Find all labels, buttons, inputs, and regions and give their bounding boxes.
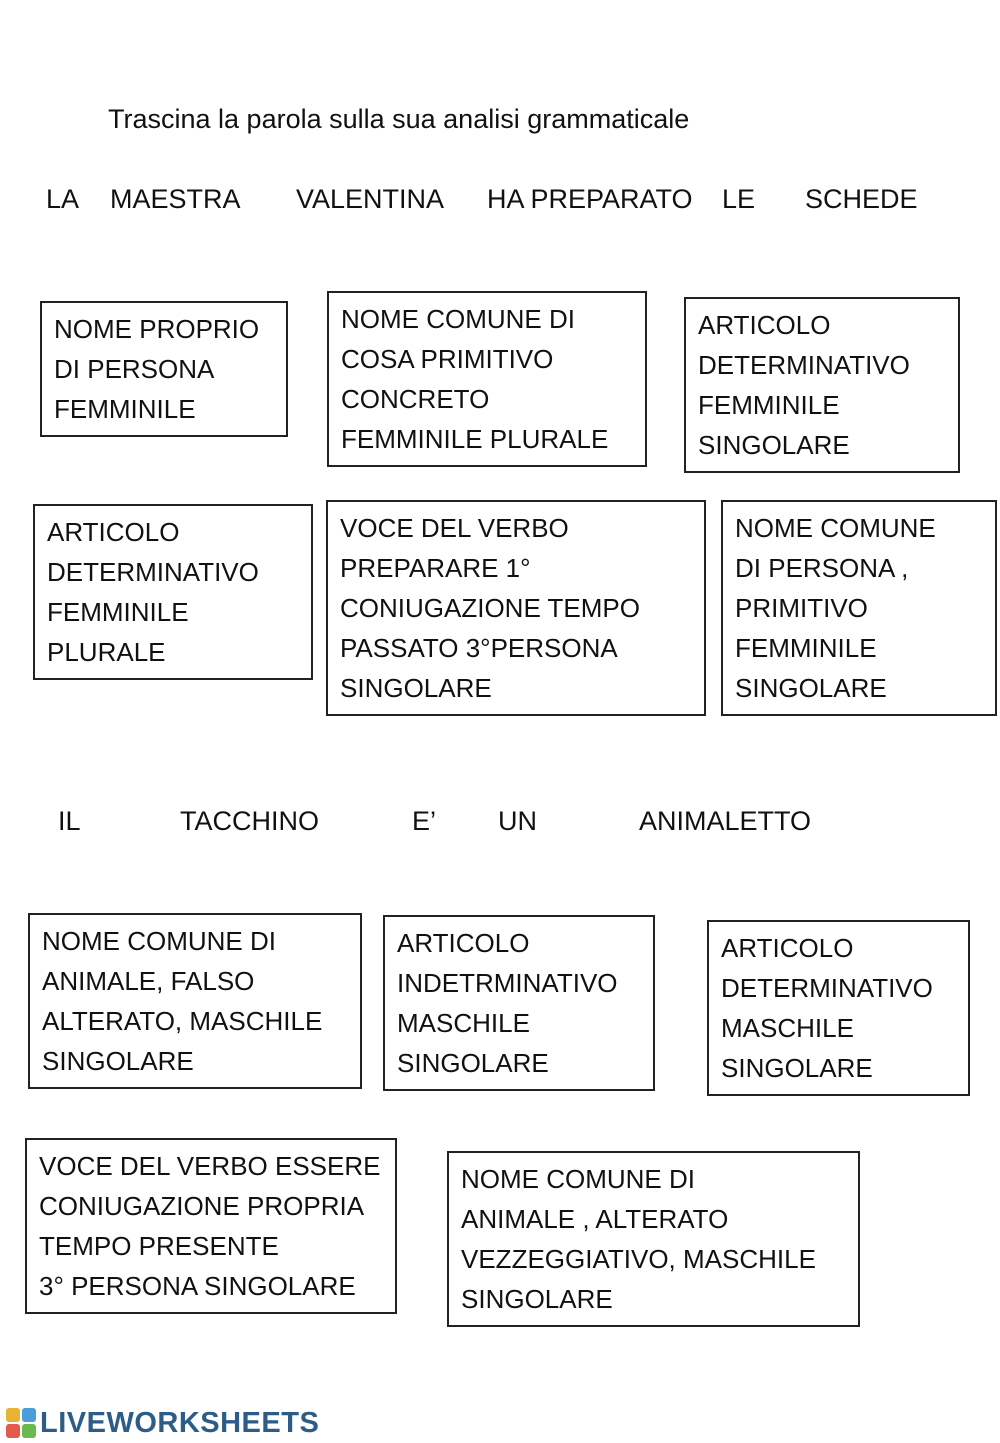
drop-box-nome-proprio[interactable]: NOME PROPRIO DI PERSONA FEMMINILE [40, 301, 288, 437]
drop-box-nome-comune-animale-vezzeggiativo[interactable]: NOME COMUNE DI ANIMALE , ALTERATO VEZZEGGIATIVO, MASCHILE SINGOLARE [447, 1151, 860, 1327]
liveworksheets-logo-icon [6, 1408, 36, 1438]
drop-box-articolo-det-masc-sing[interactable]: ARTICOLO DETERMINATIVO MASCHILE SINGOLARE [707, 920, 970, 1096]
drag-word-il[interactable]: IL [58, 806, 81, 836]
drop-box-articolo-indeterminativo[interactable]: ARTICOLO INDETRMINATIVO MASCHILE SINGOLARE [383, 915, 655, 1091]
drag-word-un[interactable]: UN [498, 806, 537, 836]
drop-box-articolo-fem-sing[interactable]: ARTICOLO DETERMINATIVO FEMMINILE SINGOLARE [684, 297, 960, 473]
drop-box-nome-comune-animale-falso-alterato[interactable]: NOME COMUNE DI ANIMALE, FALSO ALTERATO, MASCHILE SINGOLARE [28, 913, 362, 1089]
drop-box-nome-comune-persona[interactable]: NOME COMUNE DI PERSONA , PRIMITIVO FEMMINILE SINGOLARE [721, 500, 997, 716]
drag-word-valentina[interactable]: VALENTINA [296, 184, 445, 214]
drop-box-nome-comune-cosa[interactable]: NOME COMUNE DI COSA PRIMITIVO CONCRETO FEMMINILE PLURALE [327, 291, 647, 467]
drop-box-articolo-fem-plur[interactable]: ARTICOLO DETERMINATIVO FEMMINILE PLURALE [33, 504, 313, 680]
drag-word-maestra[interactable]: MAESTRA [110, 184, 241, 214]
drag-word-ha-preparato[interactable]: HA PREPARATO [487, 184, 693, 214]
instruction-text: Trascina la parola sulla sua analisi grammaticale [108, 104, 690, 134]
drag-word-le[interactable]: LE [722, 184, 756, 214]
drag-word-schede[interactable]: SCHEDE [805, 184, 918, 214]
drag-word-tacchino[interactable]: TACCHINO [180, 806, 319, 836]
logo-text: LIVEWORKSHEETS [40, 1406, 320, 1439]
drag-word-la[interactable]: LA [46, 184, 80, 214]
liveworksheets-logo [6, 1406, 319, 1440]
drag-word-animaletto[interactable]: ANIMALETTO [639, 806, 812, 836]
drop-box-verbo-essere[interactable]: VOCE DEL VERBO ESSERE CONIUGAZIONE PROPRIA TEMPO PRESENTE 3° PERSONA SINGOLARE [25, 1138, 397, 1314]
drag-word-e[interactable]: E’ [412, 806, 437, 836]
drop-box-verbo-preparare[interactable]: VOCE DEL VERBO PREPARARE 1° CONIUGAZIONE TEMPO PASSATO 3°PERSONA SINGOLARE [326, 500, 706, 716]
